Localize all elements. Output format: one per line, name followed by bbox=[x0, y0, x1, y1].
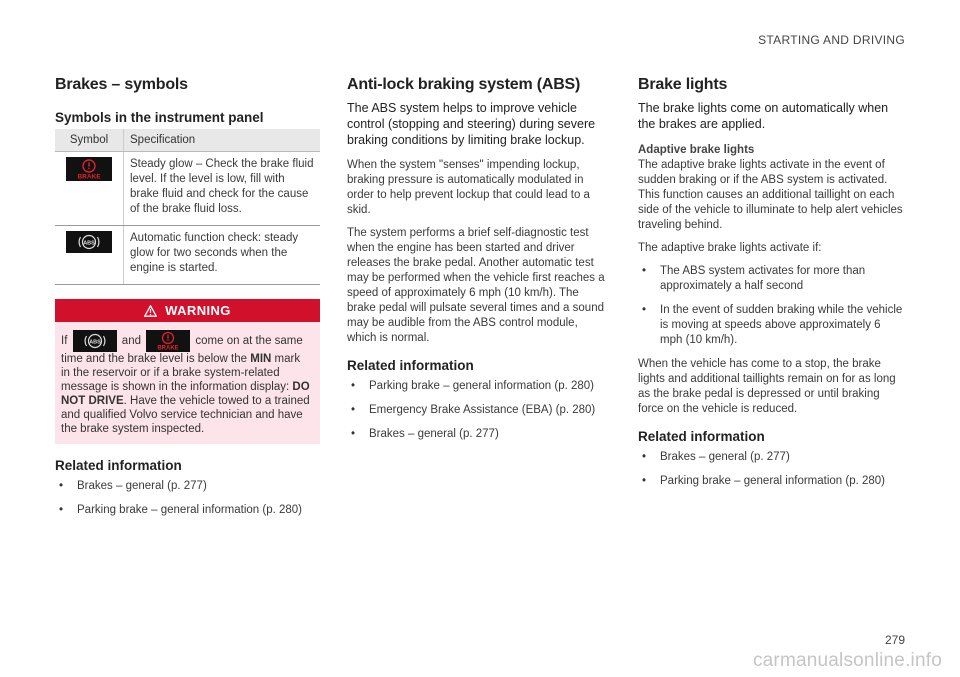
symbol-cell bbox=[55, 152, 124, 226]
adaptive-title: Adaptive brake lights bbox=[638, 144, 755, 156]
warning-text-part: mark in the reservoir or if a brake system-related message is shown in the information display: bbox=[61, 353, 301, 393]
abs-icon bbox=[66, 231, 112, 253]
svg-text:BRAKE: BRAKE bbox=[157, 345, 179, 352]
related-list bbox=[55, 479, 320, 518]
related-link[interactable]: • Brakes – general (p. 277) bbox=[347, 427, 609, 442]
section-title-brake-symbols: Brakes – symbols bbox=[55, 76, 188, 93]
brake-lights-paragraph: When the vehicle has come to a stop, the brake lights and additional taillights remain on for as long as the brake pedal is depressed or until braking force on the vehicle is reduced. bbox=[638, 358, 896, 415]
warning-text-part: come on at the same time and the brake level is below the bbox=[61, 335, 303, 365]
symbol-cell bbox=[55, 226, 124, 285]
section-header: STARTING AND DRIVING bbox=[758, 33, 905, 47]
activation-list bbox=[638, 264, 906, 348]
warning-triangle-icon bbox=[144, 305, 157, 317]
symbols-table bbox=[55, 129, 320, 285]
warning-title: WARNING bbox=[165, 303, 231, 318]
related-link[interactable]: • Emergency Brake Assistance (EBA) (p. 280) bbox=[347, 403, 609, 418]
brake-warning-icon bbox=[146, 330, 190, 352]
related-title: Related information bbox=[638, 429, 765, 444]
list-item: • In the event of sudden braking while the vehicle is moving at speeds above approximately 6 mph (10 km/h). bbox=[638, 303, 906, 348]
svg-text:ABS: ABS bbox=[88, 339, 101, 346]
related-list bbox=[347, 379, 609, 442]
watermark: carmanualsonline.info bbox=[752, 650, 942, 671]
related-link[interactable]: • Parking brake – general information (p. 280) bbox=[55, 503, 320, 518]
warning-header bbox=[55, 299, 320, 322]
warning-text-part: If bbox=[61, 335, 68, 348]
subtitle-instrument-panel: Symbols in the instrument panel bbox=[55, 110, 264, 125]
warning-do-not-drive: DO NOT DRIVE bbox=[61, 381, 310, 407]
table-row bbox=[55, 226, 320, 285]
related-link[interactable]: • Parking brake – general information (p. 280) bbox=[347, 379, 609, 394]
abs-paragraph: When the system "senses" impending lockup, braking pressure is automatically modulated in order to help prevent lockup that could lead to a skid. bbox=[347, 159, 590, 216]
header-symbol: Symbol bbox=[55, 129, 124, 152]
brake-lights-paragraph: The adaptive brake lights activate in the event of sudden braking or if the ABS system is activated. This function causes an additional taillight on each side of the vehicle to illuminate to help alert vehicles traveling behind. bbox=[638, 159, 903, 231]
warning-text-part: and bbox=[121, 335, 141, 348]
spec-cell: Steady glow – Check the brake fluid level. If the level is low, fill with brake fluid and check for the cause of the brake fluid loss. bbox=[124, 152, 321, 226]
column-brake-symbols bbox=[55, 76, 320, 527]
list-item: • The ABS system activates for more than approximately a half second bbox=[638, 264, 906, 294]
spec-cell: Automatic function check: steady glow for two seconds when the engine is started. bbox=[124, 226, 321, 285]
related-title: Related information bbox=[55, 458, 182, 473]
brake-lights-paragraph: The adaptive brake lights activate if: bbox=[638, 242, 822, 254]
page-number: 279 bbox=[884, 633, 905, 647]
table-row bbox=[55, 152, 320, 226]
warning-text-part: . Have the vehicle towed to a trained and qualified Volvo service technician and have the brake system inspected. bbox=[61, 395, 310, 435]
brake-lights-lead: The brake lights come on automatically when the brakes are applied. bbox=[638, 101, 889, 131]
table-header-row bbox=[55, 129, 320, 152]
related-list bbox=[638, 450, 906, 489]
related-title: Related information bbox=[347, 358, 474, 373]
svg-text:BRAKE: BRAKE bbox=[77, 173, 101, 181]
section-title-abs: Anti-lock braking system (ABS) bbox=[347, 76, 581, 93]
abs-icon bbox=[73, 330, 117, 352]
related-link[interactable]: • Parking brake – general information (p. 280) bbox=[638, 474, 906, 489]
svg-text:ABS: ABS bbox=[83, 240, 95, 247]
warning-min: MIN bbox=[250, 353, 272, 365]
abs-lead: The ABS system helps to improve vehicle control (stopping and steering) during severe braking conditions by limiting brake lockup. bbox=[347, 101, 596, 147]
header-specification: Specification bbox=[124, 129, 321, 152]
section-title-brake-lights: Brake lights bbox=[638, 76, 728, 93]
warning-text bbox=[55, 322, 320, 444]
brake-warning-icon bbox=[66, 157, 112, 181]
column-brake-lights bbox=[638, 76, 906, 498]
abs-paragraph: The system performs a brief self-diagnostic test when the engine has been started and driver releases the brake pedal. Another automatic test may be performed when the vehicle first reaches a speed of approximately 6 mph (10 km/h). The brake pedal will pulsate several times and a sound may be audible from the ABS control module, which is normal. bbox=[347, 227, 605, 344]
column-abs bbox=[347, 76, 609, 451]
related-link[interactable]: • Brakes – general (p. 277) bbox=[55, 479, 320, 494]
warning-box bbox=[55, 299, 320, 444]
related-link[interactable]: • Brakes – general (p. 277) bbox=[638, 450, 906, 465]
